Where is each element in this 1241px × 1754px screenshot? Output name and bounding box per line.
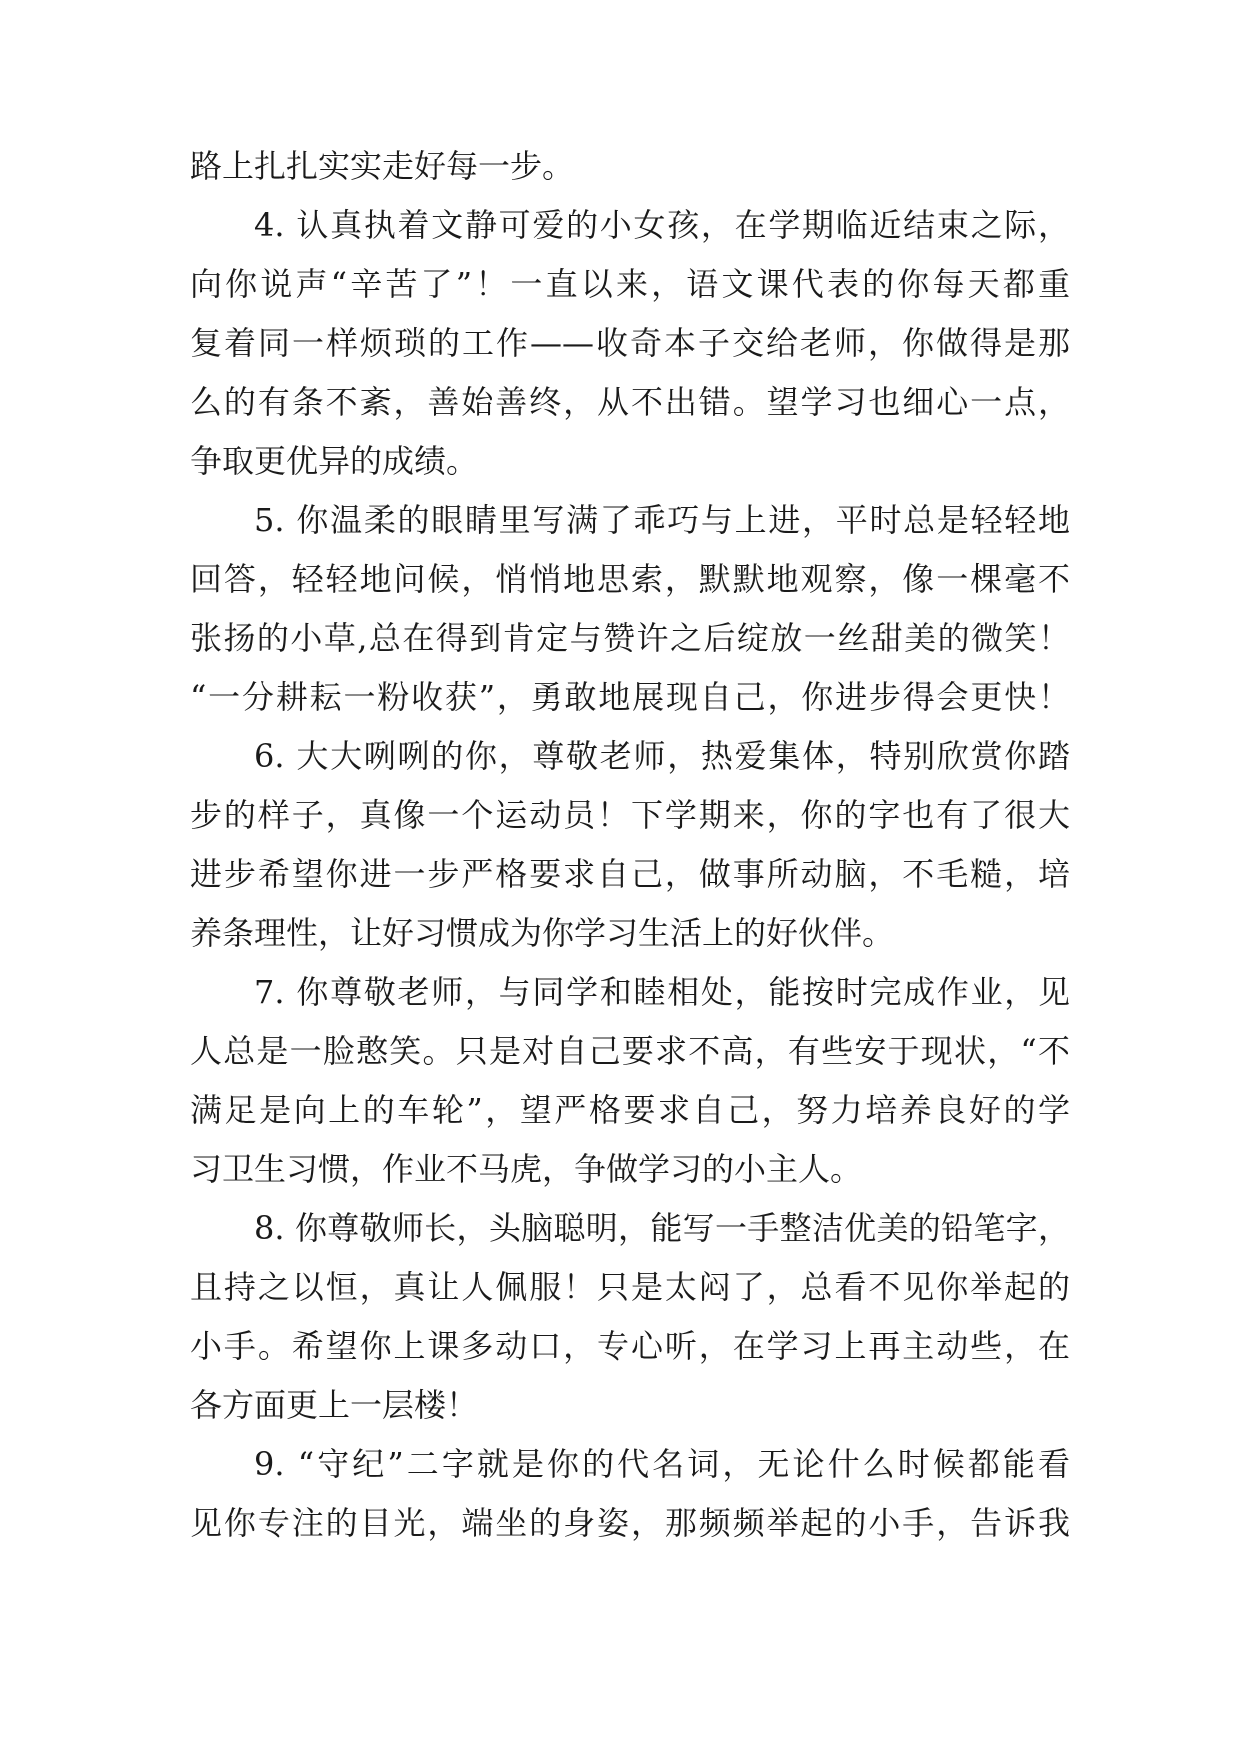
text-line: 张扬的小草,总在得到肯定与赞许之后绽放一丝甜美的微笑！ bbox=[190, 619, 1070, 657]
text-line: 路上扎扎实实走好每一步。 bbox=[190, 147, 575, 185]
text-line: 向你说声“辛苦了”！一直以来，语文课代表的你每天都重 bbox=[190, 265, 1070, 303]
text-line: “一分耕耘一粉收获”，勇敢地展现自己，你进步得会更快！ bbox=[190, 678, 1070, 716]
text-line: 步的样子，真像一个运动员！下学期来，你的字也有了很大 bbox=[190, 796, 1070, 834]
text-line: 养条理性，让好习惯成为你学习生活上的好伙伴。 bbox=[190, 914, 895, 952]
text-line: 习卫生习惯，作业不马虎，争做学习的小主人。 bbox=[190, 1150, 863, 1188]
text-line: 4. 认真执着文静可爱的小女孩，在学期临近结束之际， bbox=[254, 206, 1070, 244]
text-line: 争取更优异的成绩。 bbox=[190, 442, 479, 480]
text-line: 么的有条不紊，善始善终，从不出错。望学习也细心一点， bbox=[190, 383, 1070, 421]
text-line: 人总是一脸憨笑。只是对自己要求不高，有些安于现状，“不 bbox=[190, 1032, 1070, 1070]
text-line: 进步希望你进一步严格要求自己，做事所动脑，不毛糙，培 bbox=[190, 855, 1070, 893]
text-line: 满足是向上的车轮”，望严格要求自己，努力培养良好的学 bbox=[190, 1091, 1070, 1129]
text-line: 6. 大大咧咧的你，尊敬老师，热爱集体，特别欣赏你踏 bbox=[254, 737, 1070, 775]
text-line: 8. 你尊敬师长，头脑聪明，能写一手整洁优美的铅笔字， bbox=[254, 1209, 1070, 1247]
text-line: 9. “守纪”二字就是你的代名词，无论什么时候都能看 bbox=[254, 1445, 1070, 1483]
text-line: 见你专注的目光，端坐的身姿，那频频举起的小手，告诉我 bbox=[190, 1504, 1070, 1542]
text-line: 小手。希望你上课多动口，专心听，在学习上再主动些，在 bbox=[190, 1327, 1070, 1365]
text-line: 5. 你温柔的眼睛里写满了乖巧与上进，平时总是轻轻地 bbox=[254, 501, 1070, 539]
text-line: 7. 你尊敬老师，与同学和睦相处，能按时完成作业，见 bbox=[254, 973, 1070, 1011]
text-line: 回答，轻轻地问候，悄悄地思索，默默地观察，像一棵毫不 bbox=[190, 560, 1070, 598]
text-line: 且持之以恒，真让人佩服！只是太闷了，总看不见你举起的 bbox=[190, 1268, 1070, 1306]
text-line: 复着同一样烦琐的工作——收奇本子交给老师，你做得是那 bbox=[190, 324, 1070, 362]
text-line: 各方面更上一层楼！ bbox=[190, 1386, 479, 1424]
